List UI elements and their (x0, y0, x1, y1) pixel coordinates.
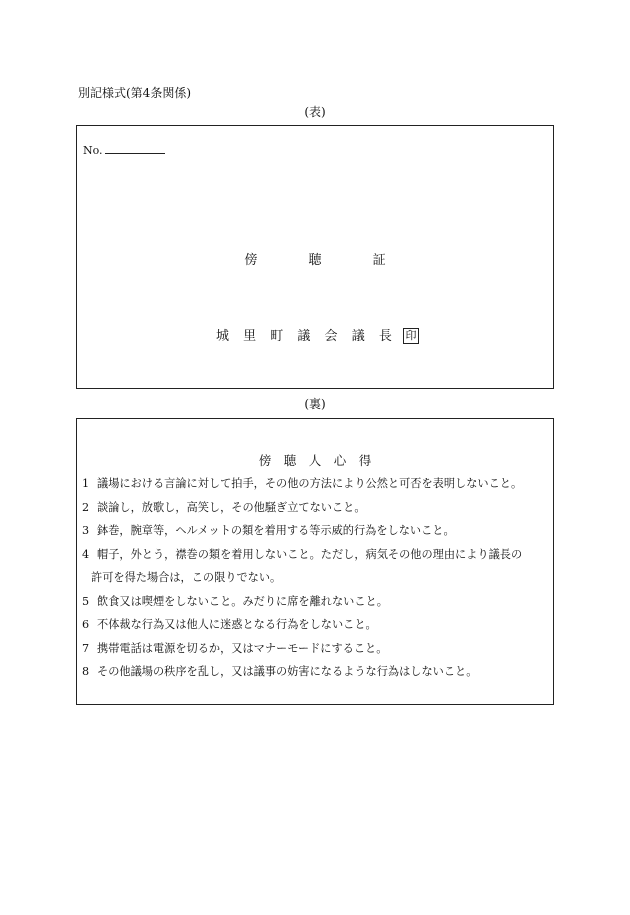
rule-text: 議場における言論に対して拍手，その他の方法により公然と可否を表明しないこと。 (97, 477, 523, 490)
back-side-label: (裏) (304, 397, 326, 411)
rules-title-char: 心 (333, 453, 347, 468)
rule-text: その他議場の秩序を乱し，又は議事の妨害になるような行為はしないこと。 (97, 665, 478, 678)
pass-number-prefix: No. (83, 144, 103, 157)
pass-number (83, 144, 165, 157)
rule-item (82, 543, 552, 567)
issuer-line (77, 325, 553, 344)
front-side-label: (表) (304, 105, 326, 119)
seal-mark: 印 (403, 328, 419, 344)
rule-item (82, 472, 552, 496)
pass-title-char: 傍 (244, 253, 258, 268)
rule-continuation: 許可を得た場合は，この限りでない。 (91, 571, 282, 584)
rule-text: 不体裁な行為又は他人に迷惑となる行為をしないこと。 (97, 618, 377, 631)
form-heading: 別記様式(第4条関係) (78, 86, 191, 100)
rules-title-char: 聴 (283, 453, 297, 468)
rule-item (82, 660, 552, 684)
issuer-char: 会 (324, 329, 338, 344)
issuer-char: 長 (378, 329, 392, 344)
rules-title-char: 人 (308, 453, 322, 468)
issuer-char: 里 (243, 329, 257, 344)
rule-text: 携帯電話は電源を切るか，又はマナーモードにすること。 (97, 641, 388, 655)
rule-number: 5 (82, 594, 90, 608)
rule-item (82, 590, 552, 614)
rule-number: 6 (82, 618, 90, 631)
rule-number: 8 (82, 665, 90, 678)
pass-title-char: 証 (372, 253, 386, 268)
issuer-char: 町 (270, 329, 284, 344)
pass-card-front (76, 125, 554, 389)
rules-title (77, 451, 553, 469)
rule-number: 1 (82, 477, 90, 490)
rule-text: 飲食又は喫煙をしないこと。みだりに席を離れないこと。 (97, 594, 388, 608)
rule-number: 3 (82, 524, 90, 537)
rule-text: 談論し，放歌し，高笑し，その他騒ぎ立てないこと。 (97, 500, 366, 514)
issuer-char: 城 (215, 329, 229, 344)
rule-number: 7 (82, 641, 90, 655)
pass-card-back (76, 418, 554, 705)
rules-list (82, 472, 552, 684)
rule-number: 4 (82, 547, 90, 561)
pass-title (77, 249, 553, 268)
pass-number-blank (105, 144, 165, 154)
rule-item (82, 637, 552, 661)
rule-item (82, 613, 552, 637)
rule-text: 帽子，外とう，襟巻の類を着用しないこと。ただし，病気その他の理由により議長の (97, 547, 523, 561)
rule-item (82, 519, 552, 543)
rule-item (82, 496, 552, 520)
rules-title-char: 得 (358, 453, 372, 468)
rule-number: 2 (82, 500, 90, 514)
issuer-char: 議 (297, 329, 311, 344)
issuer-char: 議 (351, 329, 365, 344)
pass-title-char: 聴 (308, 253, 322, 268)
rules-title-char: 傍 (258, 453, 272, 468)
rule-text: 鉢巻，腕章等，ヘルメットの類を着用する等示威的行為をしないこと。 (97, 524, 455, 537)
